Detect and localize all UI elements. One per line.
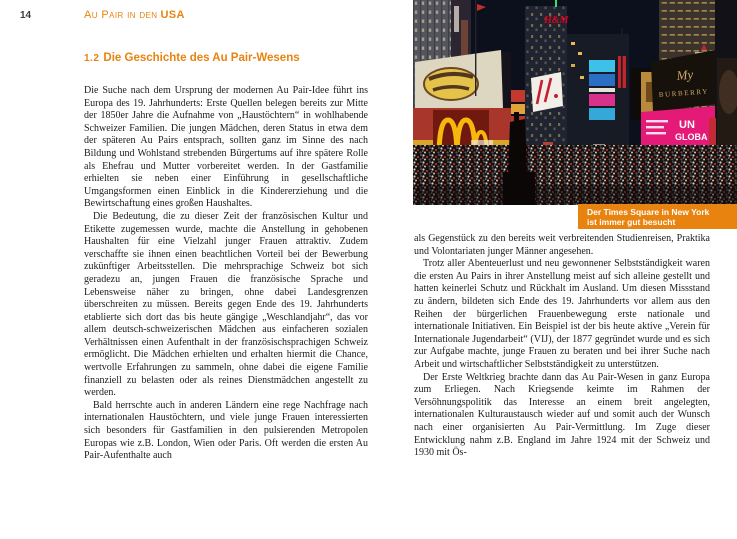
section-number: 1.2: [84, 53, 100, 64]
running-header: [84, 9, 185, 21]
pink-billboard-text-bottom: GLOBA: [675, 132, 708, 142]
photo-caption: [578, 204, 737, 229]
hm-logo: H&M: [544, 15, 569, 26]
paragraph: Der Erste Weltkrieg brachte dann das Au Pair-Wesen in ganz Europa zum Erliegen. Nach Kriegsende keimte im Rahmen der Versöhnungspolitik das Interesse an einem breit angelegten, internationalen Kulturaustausch wieder auf und somit auch der Wunsch nach einer organisierten Au Pair-Vermittlung. Im Zuge dieser Entwicklung nahm z.B. England im Jahre 1924 mit der Schweiz und 1930 mit Ös-: [414, 371, 710, 459]
burberry-wordmark: BURBERRY: [658, 87, 710, 99]
paragraph: Die Bedeutung, die zu dieser Zeit der französischen Kultur und Etikette zugemessen wurde, machte die Anstellung in gehobenen Haushalten für eine Vielzahl junger Frauen attraktiv. Zudem verschaffte sie ihnen einen beachtlichen Vorteil bei der Bewerbung zukünftiger Arbeitsstellen. Die mehrsprachige Schweiz bot sich geradezu an, jungen Frauen die französische Sprache und Lebensweise näher zu bringen, ohne dabei Landesgrenzen überschreiten zu müssen. Bereits gegen Ende des 19. Jahrhunderts etablierte sich dort das bis heute gängige „Weschlandjahr“, das vor allem deutsch-schweizerischen Mädchen aus einfacheren sozialen Verhältnissen einen Aufenthalt in der französischsprachigen Schweiz ermöglicht. Die Mädchen erhielten und erhalten hiermit die Chance, wertvolle Erfahrungen zu sammeln, ohne dabei die eigene Familie finanziell zu belasten oder als reines Dienstmädchen angestellt zu werden.: [84, 210, 368, 399]
pink-billboard-text-top: UN: [679, 119, 695, 131]
led-screen-stack: [567, 34, 629, 150]
burberry-script: My: [675, 66, 694, 83]
paragraph: Trotz aller Abenteuerlust und neu gewonnener Selbstständigkeit waren die ersten Au Pairs in ihrer Anstellung meist auf sich alleine gestellt und hatten keinerlei Schutz und Rückhalt im Ausland. Um diesen Missstand zu ändern, bildeten sich Ende des 19. Jahrhunderts vor allem aus den Reihen der bürgerlichen Frauenbewegung erste nationale und internationale Initiativen. Ein Beispiel ist der bis heute aktive „Verein für Internationale Jugendarbeit“ (VIJ), der 1877 gegründet wurde und es sich zur Aufgabe machte, junge Frauen zu beraten und bei ihrer Suche nach Arbeit und wirtschaftlicher Selbstständigkeit zu unterstützen.: [414, 258, 710, 370]
left-text-column: [84, 85, 368, 509]
paragraph: Bald herrschte auch in anderen Ländern eine rege Nachfrage nach internationalen Haustöchtern, und viele junge Frauen interessierten sich besonders für Gastfamilien in den pulsierenden Metropolen Europas wie z.B. London, Wien oder Paris. Oft werden die ersten Au Pair-Aufenthalte auch: [84, 399, 368, 462]
billboard-white-red: [531, 72, 563, 112]
running-header-text: Au Pair in den: [84, 9, 158, 21]
paragraph: als Gegenstück zu den bereits weit verbreitenden Studienreisen, Praktika und Volontariaten junger Männer angesehen.: [414, 233, 710, 257]
section-title: Die Geschichte des Au Pair-Wesens: [103, 52, 300, 64]
times-square-photo: [413, 0, 737, 205]
photo-caption-line2: ist immer gut besucht: [587, 217, 676, 227]
right-text-column: [414, 233, 710, 501]
running-header-bold: USA: [160, 9, 185, 21]
section-heading: [84, 52, 300, 64]
billboard-left-cream: [415, 50, 503, 118]
page-number: 14: [20, 10, 32, 21]
photo-caption-line1: Der Times Square in New York: [587, 207, 710, 217]
paragraph: Die Suche nach dem Ursprung der modernen Au Pair-Idee führt ins Europa des 19. Jahrhunderts: Erste Quellen belegen bereits zur Mitte der 1850er Jahre die Aufnahme von „Haustöchtern“ in wohlhabende Schweizer Familien. Die jungen Mädchen, deren Status in etwa dem der späteren Au Pairs entsprach, sollten ganz im Sinne des nach Bildung und Wohlstand strebenden Bürgertums auf ihre spätere Rolle als Ehefrau und Mutter vorbereitet werden. In der Gastfamilie erhielten sie neben einer Einführung in gesellschaftliche Umgangsformen einen Einblick in die Kindererziehung und die Bewirtschaftung eines großen Haushaltes.: [84, 85, 368, 210]
